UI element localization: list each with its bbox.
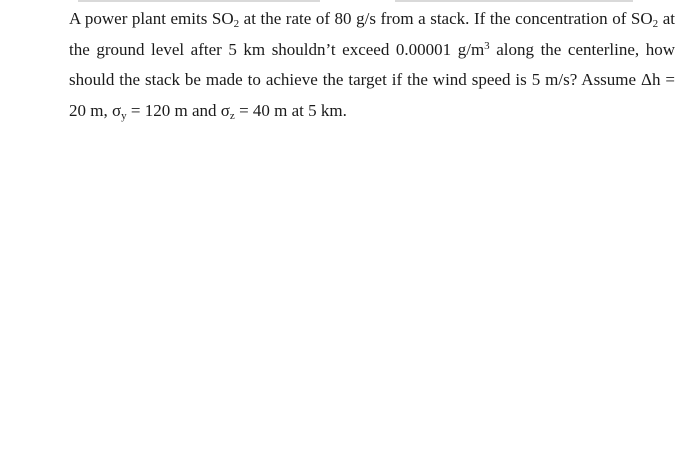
problem-statement [69,4,675,126]
subscript: z [229,109,235,122]
subscript: 2 [652,18,659,30]
text-segment: 20 m, σ [69,100,122,120]
top-divider-right [395,0,633,2]
subscript: 2 [233,18,240,30]
text-segment: at [658,9,675,28]
problem-line-2 [69,35,675,66]
text-segment: should the stack be made to achieve the target if the wind speed is 5 m/s? Assume Δh = [69,70,675,89]
top-divider-left [78,0,320,2]
text-segment: = 120 m and σ [126,100,230,120]
text-segment: along the centerline, how [496,39,675,59]
text-segment: at the rate of 80 g/s from a stack. If the concentration of SO [239,9,653,28]
subscript: y [121,109,127,122]
text-segment: A power plant emits SO [69,9,234,28]
problem-line-1 [69,4,675,35]
text-segment: the ground level after 5 km shouldn’t exceed 0.00001 g/m [69,39,485,59]
text-segment: = 40 m at 5 km. [234,100,347,120]
problem-line-3 [69,65,675,96]
problem-line-4 [69,96,675,127]
superscript: 3 [484,39,490,52]
